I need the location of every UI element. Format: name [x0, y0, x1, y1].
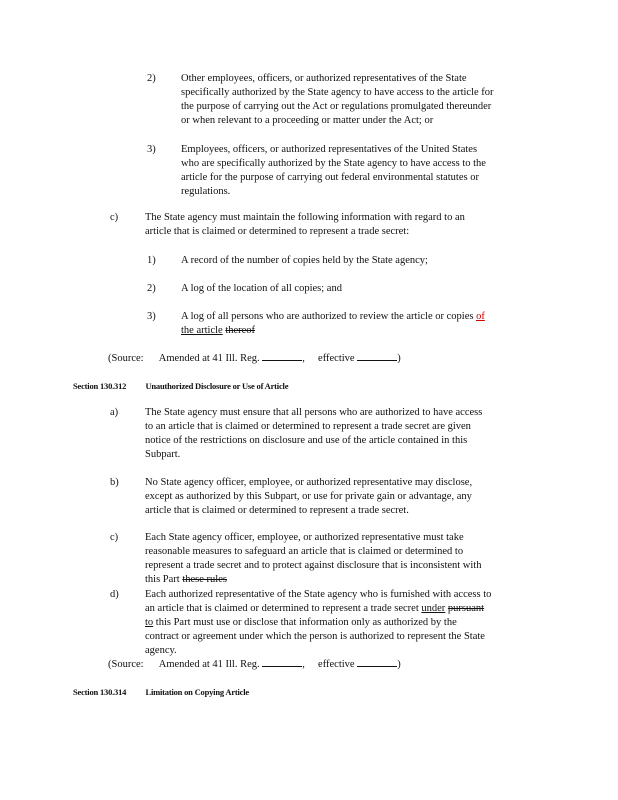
s312-a-text	[145, 406, 533, 462]
text-line: to an article that is claimed or determined to represent a trade secret are given	[145, 421, 471, 432]
blank-line	[262, 656, 302, 667]
deleted-text: thereof	[225, 325, 256, 336]
text-line: or when relevant to a proceeding or matter under the Act; or	[181, 115, 434, 126]
s312-b-marker: b)	[110, 477, 119, 488]
text-line	[145, 602, 535, 616]
text-line: No State agency officer, employee, or authorized representative may disclose,	[145, 477, 473, 488]
text-line: reasonable measures to safeguard an article that is claimed or determined to	[145, 546, 464, 557]
c-item-3-marker: 3)	[147, 311, 156, 322]
source-label: (Source:	[108, 659, 144, 670]
blank-line	[357, 656, 397, 667]
section-number: Section 130.314	[73, 687, 127, 697]
subsection-c-text	[145, 211, 533, 239]
inserted-text: of	[476, 311, 485, 322]
plain-text: this Part must use or disclose that information only as authorized by the	[155, 617, 457, 628]
text-line: contract or agreement under which the person is authorized to represent the State	[145, 631, 485, 642]
section-title: Unauthorized Disclosure or Use of Article	[145, 381, 289, 391]
item-3-text	[181, 143, 533, 199]
source-text: Amended at 41 Ill. Reg.	[158, 659, 260, 670]
text-line: the purpose of carrying out the Act or regulations promulgated thereunder	[181, 101, 492, 112]
text-line: Each State agency officer, employee, or authorized representative must take	[145, 532, 464, 543]
text-line: who are specifically authorized by the State agency to have access to the	[181, 158, 486, 169]
blank-line	[262, 350, 302, 361]
section-heading-314	[73, 687, 249, 697]
s312-c-marker: c)	[110, 532, 119, 543]
text-line: The State agency must ensure that all persons who are authorized to have access	[145, 407, 483, 418]
text-line: A log of all persons who are authorized to review the article or copies	[181, 311, 474, 322]
text-line	[145, 616, 535, 630]
text-line: except as authorized by this Subpart, or use for private gain or advantage, any	[145, 491, 472, 502]
source-label: (Source:	[108, 353, 144, 364]
section-number: Section 130.312	[73, 381, 127, 391]
inserted-text: under	[421, 603, 446, 614]
text-line	[145, 573, 533, 587]
subsection-c-marker: c)	[110, 212, 119, 223]
item-2-text	[181, 72, 533, 128]
text-line: Each authorized representative of the State agency who is furnished with access to	[145, 589, 492, 600]
blank-line	[357, 350, 397, 361]
s312-d-marker: d)	[110, 589, 119, 600]
text-line: agency.	[145, 645, 177, 656]
text-line: notice of the restrictions on disclosure and use of the article contained in this	[145, 435, 468, 446]
text-line: article that is claimed or determined to represent a trade secret:	[145, 226, 410, 237]
c-item-1-marker: 1)	[147, 255, 156, 266]
s312-d-text	[145, 588, 535, 658]
inserted-text: to	[145, 617, 154, 628]
s312-a-marker: a)	[110, 407, 119, 418]
s312-c-text	[145, 531, 533, 587]
deleted-text: these rules	[182, 574, 227, 585]
section-title: Limitation on Copying Article	[145, 687, 249, 697]
text-line: Employees, officers, or authorized representatives of the United States	[181, 144, 478, 155]
text-line: Subpart.	[145, 449, 181, 460]
c-item-2-marker: 2)	[147, 283, 156, 294]
s312-b-text	[145, 476, 533, 518]
plain-text: an article that is claimed or determined to represent a trade secret	[145, 603, 419, 614]
plain-text: this Part	[145, 574, 180, 585]
text-line: specifically authorized by the State agency to have access to the article for	[181, 87, 494, 98]
text-line: The State agency must maintain the following information with regard to an	[145, 212, 465, 223]
inserted-text: the article	[181, 325, 223, 336]
source-line: (Source: Amended at 41 Ill. Reg. , effective )	[108, 350, 401, 366]
text-line: regulations.	[181, 186, 231, 197]
source-line: (Source: Amended at 41 Ill. Reg. , effective )	[108, 656, 401, 672]
text-line: Other employees, officers, or authorized representatives of the State	[181, 73, 467, 84]
source-text: Amended at 41 Ill. Reg.	[158, 353, 260, 364]
text-line: article for the purpose of carrying out federal environmental statutes or	[181, 172, 479, 183]
item-3-marker: 3)	[147, 144, 156, 155]
c-item-2-text: A log of the location of all copies; and	[181, 283, 342, 294]
deleted-text: pursuant	[447, 603, 485, 614]
item-2-marker: 2)	[147, 73, 156, 84]
c-item-3-text	[181, 310, 533, 338]
text-line: represent a trade secret and to protect against disclosure that is inconsistent with	[145, 560, 482, 571]
text-line: article that is claimed or determined to represent a trade secret.	[145, 505, 409, 516]
source-effective: effective	[318, 659, 355, 670]
c-item-1-text: A record of the number of copies held by the State agency;	[181, 255, 428, 266]
section-heading-312	[73, 381, 288, 391]
source-effective: effective	[318, 353, 355, 364]
